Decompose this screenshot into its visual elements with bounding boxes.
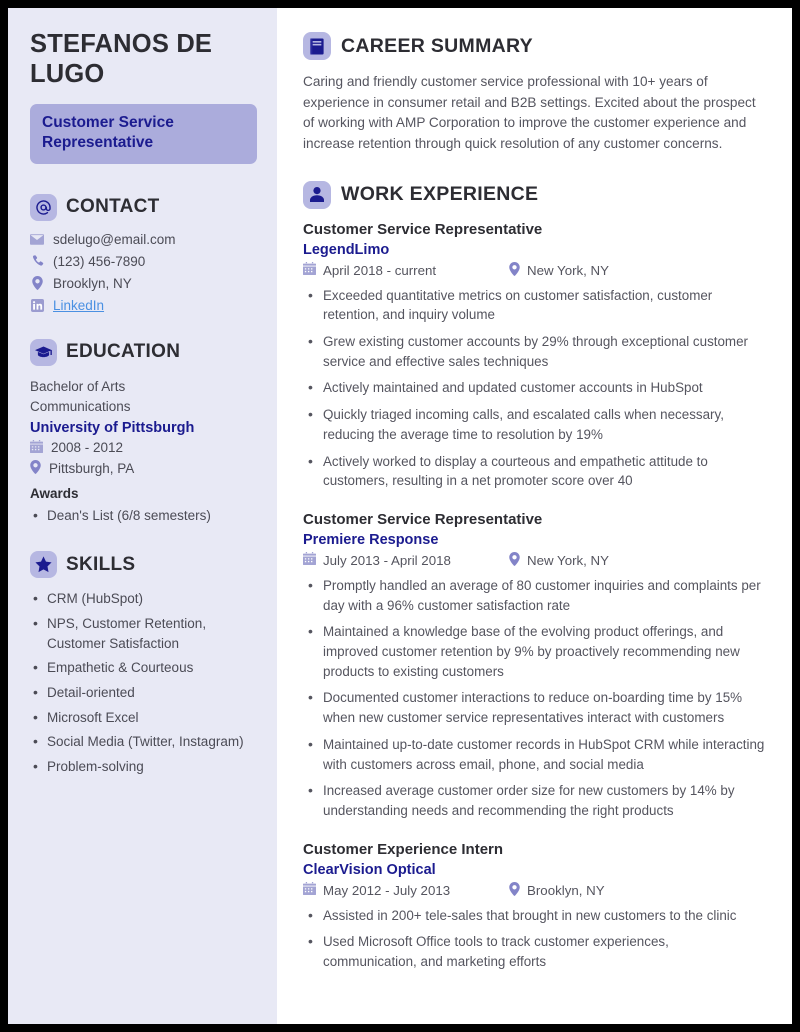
contact-email-value: sdelugo@email.com	[53, 231, 176, 247]
linkedin-icon	[30, 299, 44, 312]
job-bullets	[303, 906, 766, 972]
location-pin-icon	[509, 262, 520, 279]
job-dates-group	[303, 552, 503, 568]
education-section	[30, 339, 257, 526]
list-item: • NPS, Customer Retention, Customer Satisfaction	[30, 614, 257, 653]
list-item: • Increased average customer order size for new customers by 14% by understanding needs and recommending the right products	[303, 781, 766, 820]
career-summary-text: Caring and friendly customer service professional with 10+ years of experience in consumer retail and B2B settings. Excited about the prospect of working with AMP Corporation to improve the customer experience and increase retention through quick resolution of any customer concerns.	[303, 74, 756, 151]
location-pin-icon	[509, 552, 520, 569]
calendar-icon	[30, 440, 43, 456]
graduation-cap-icon	[30, 339, 57, 366]
list-item: • Maintained up-to-date customer records in HubSpot CRM while interacting with customers across email, phone, and social media	[303, 735, 766, 774]
main-content	[277, 8, 792, 1024]
job-dates-group	[303, 882, 503, 898]
job-meta	[303, 882, 766, 899]
job-location: New York, NY	[527, 262, 610, 278]
job-dates: July 2013 - April 2018	[323, 552, 451, 568]
job-location-group	[509, 882, 605, 899]
job-title: Customer Service Representative	[303, 510, 543, 528]
list-item: • Dean's List (6/8 semesters)	[30, 506, 257, 526]
location-pin-icon	[30, 276, 44, 290]
star-icon	[30, 551, 57, 578]
list-item: • Exceeded quantitative metrics on customer satisfaction, customer retention, and inquiry volume	[303, 286, 766, 325]
awards-list	[30, 506, 257, 526]
sidebar	[8, 8, 277, 1024]
location-pin-icon	[509, 882, 520, 899]
skills-heading: SKILLS	[66, 553, 136, 575]
job-company: Premiere Response	[303, 531, 439, 548]
list-item: • Actively maintained and updated customer accounts in HubSpot	[303, 378, 766, 398]
work-experience-heading-row	[303, 181, 766, 209]
contact-phone-row[interactable]	[30, 254, 257, 269]
job-dates: April 2018 - current	[323, 262, 437, 278]
list-item: • Used Microsoft Office tools to track customer experiences, communication, and marketing efforts	[303, 932, 766, 971]
job-location-group	[509, 552, 609, 569]
list-item: • Assisted in 200+ tele-sales that brought in new customers to the clinic	[303, 906, 766, 926]
job-company: LegendLimo	[303, 241, 390, 258]
skills-section	[30, 551, 257, 777]
list-item: • Actively worked to display a courteous and empathetic attitude to customers, resulting in a net promoter score over 40	[303, 452, 766, 491]
work-experience-section	[303, 181, 766, 972]
job-bullets	[303, 576, 766, 821]
list-item: • Microsoft Excel	[30, 708, 257, 728]
contact-section	[30, 194, 257, 313]
calendar-icon	[303, 262, 316, 278]
job-title: Customer Experience Intern	[303, 840, 504, 858]
contact-location-value: Brooklyn, NY	[53, 275, 132, 291]
job-entry	[303, 841, 766, 972]
list-item: • Grew existing customer accounts by 29% through exceptional customer service and effective sales techniques	[303, 332, 766, 371]
location-pin-icon	[30, 460, 41, 477]
contact-linkedin-link[interactable]: LinkedIn	[53, 297, 105, 313]
skills-heading-row	[30, 551, 257, 578]
contact-phone-value: (123) 456-7890	[53, 253, 146, 269]
job-location: New York, NY	[527, 552, 610, 568]
job-entry	[303, 221, 766, 491]
contact-linkedin-row[interactable]	[30, 298, 257, 313]
job-bullets	[303, 286, 766, 491]
list-item: • Empathetic & Courteous	[30, 658, 257, 678]
envelope-icon	[30, 234, 44, 245]
job-location-group	[509, 262, 609, 279]
career-summary-heading-row	[303, 32, 766, 60]
job-title: Customer Service Representative	[303, 220, 543, 238]
contact-location-row	[30, 276, 257, 291]
work-experience-heading: WORK EXPERIENCE	[341, 183, 539, 206]
awards-label: Awards	[30, 485, 79, 501]
job-entry	[303, 511, 766, 821]
education-field: Communications	[30, 398, 131, 414]
list-item: • Problem-solving	[30, 757, 257, 777]
skills-list	[30, 589, 257, 777]
candidate-name: STEFANOS DE LUGO	[30, 30, 213, 88]
job-dates-group	[303, 262, 503, 278]
list-item: • Promptly handled an average of 80 customer inquiries and complaints per day with a 96% customer satisfaction rate	[303, 576, 766, 615]
job-meta	[303, 552, 766, 569]
list-item: • Quickly triaged incoming calls, and escalated calls when necessary, reducing the average time to resolution by 19%	[303, 405, 766, 444]
job-dates: May 2012 - July 2013	[323, 882, 451, 898]
list-item: • Detail-oriented	[30, 683, 257, 703]
education-dates-row	[30, 440, 257, 456]
career-summary-section	[303, 32, 766, 155]
list-item: • CRM (HubSpot)	[30, 589, 257, 609]
phone-icon	[30, 254, 44, 268]
book-icon	[303, 32, 331, 60]
education-dates: 2008 - 2012	[51, 440, 124, 455]
list-item: • Maintained a knowledge base of the evolving product offerings, and improved customer retention by 9% by proactively recommending new products to existing customers	[303, 622, 766, 681]
education-school: University of Pittsburgh	[30, 419, 195, 436]
job-location: Brooklyn, NY	[527, 882, 605, 898]
education-location: Pittsburgh, PA	[49, 460, 135, 476]
at-sign-icon	[30, 194, 57, 221]
education-degree: Bachelor of Arts	[30, 378, 126, 394]
education-heading: EDUCATION	[66, 341, 181, 363]
calendar-icon	[303, 882, 316, 898]
calendar-icon	[303, 552, 316, 568]
person-icon	[303, 181, 331, 209]
list-item: • Social Media (Twitter, Instagram)	[30, 732, 257, 752]
job-title-badge: Customer Service Representative	[30, 104, 257, 164]
resume-sheet	[8, 8, 792, 1024]
job-company: ClearVision Optical	[303, 861, 436, 878]
contact-heading-row	[30, 194, 257, 221]
education-heading-row	[30, 339, 257, 366]
career-summary-heading: CAREER SUMMARY	[341, 34, 533, 57]
contact-heading: CONTACT	[66, 196, 160, 218]
education-location-row	[30, 460, 257, 477]
contact-email-row[interactable]	[30, 232, 257, 247]
job-meta	[303, 262, 766, 279]
list-item: • Documented customer interactions to reduce on-boarding time by 15% when new customer service representatives interact with customers	[303, 688, 766, 727]
